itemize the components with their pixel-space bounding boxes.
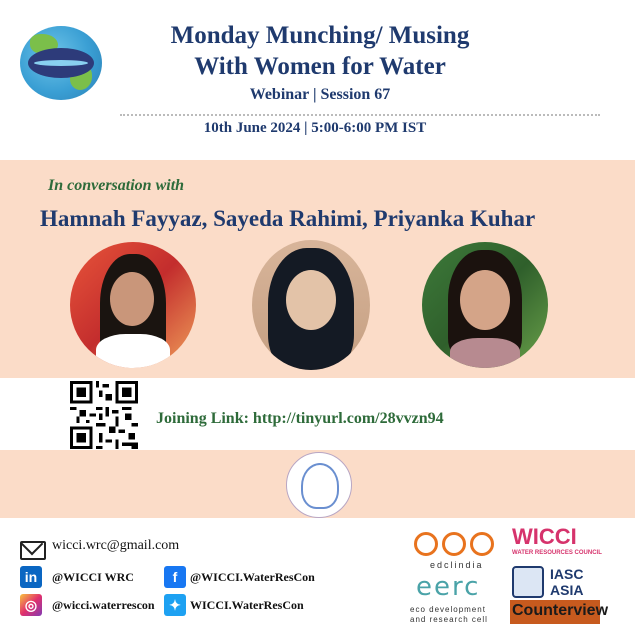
- counterview-logo: [510, 600, 609, 624]
- speaker-photo-2: [252, 240, 370, 370]
- speaker-photo-3: [422, 242, 548, 368]
- edc-subtitle: edclindia: [430, 560, 484, 570]
- instagram-handle[interactable]: @wicci.waterrescon: [52, 598, 155, 612]
- wicci-logo: WICCI: [512, 524, 577, 549]
- counterview-text: Counterview: [512, 602, 609, 619]
- eerc-subtitle-2: and research cell: [410, 615, 488, 624]
- event-date: 10th June 2024 | 5:00-6:00 PM IST: [203, 120, 427, 136]
- twitter-handle[interactable]: WICCI.WaterResCon: [190, 598, 304, 612]
- title-line-2: With Women for Water: [194, 53, 446, 80]
- edc-logo: [414, 532, 498, 558]
- event-title: [110, 20, 530, 82]
- conversation-label: In conversation with: [48, 177, 185, 194]
- qr-code[interactable]: [70, 381, 138, 449]
- joining-link[interactable]: Joining Link: http://tinyurl.com/28vvzn94: [156, 410, 444, 427]
- earth-lips-logo: [20, 26, 102, 100]
- event-subtitle: Webinar | Session 67: [249, 86, 391, 103]
- eerc-subtitle-1: eco development: [410, 605, 486, 614]
- title-line-1: Monday Munching/ Musing: [170, 22, 470, 49]
- wicci-subtitle: WATER RESOURCES COUNCIL: [512, 550, 602, 556]
- dotted-divider: [120, 114, 600, 116]
- south-asia-young-women-in-water-seal: [286, 452, 352, 518]
- iasc-text-1: IASC: [550, 566, 584, 582]
- instagram-icon[interactable]: ◎: [20, 594, 42, 616]
- linkedin-handle[interactable]: @WICCI WRC: [52, 570, 134, 584]
- iasc-text-2: ASIA: [550, 582, 584, 598]
- speaker-names: Hamnah Fayyaz, Sayeda Rahimi, Priyanka Kuhar: [40, 206, 536, 231]
- facebook-icon[interactable]: f: [164, 566, 186, 588]
- twitter-icon[interactable]: ✦: [164, 594, 186, 616]
- linkedin-icon[interactable]: in: [20, 566, 42, 588]
- facebook-handle[interactable]: @WICCI.WaterResCon: [190, 570, 315, 584]
- iasc-emblem-icon: [512, 566, 544, 598]
- speaker-photo-1: [70, 242, 196, 368]
- email-icon: [20, 541, 46, 560]
- eerc-logo: eerc: [416, 572, 481, 602]
- email-address[interactable]: wicci.wrc@gmail.com: [52, 538, 180, 553]
